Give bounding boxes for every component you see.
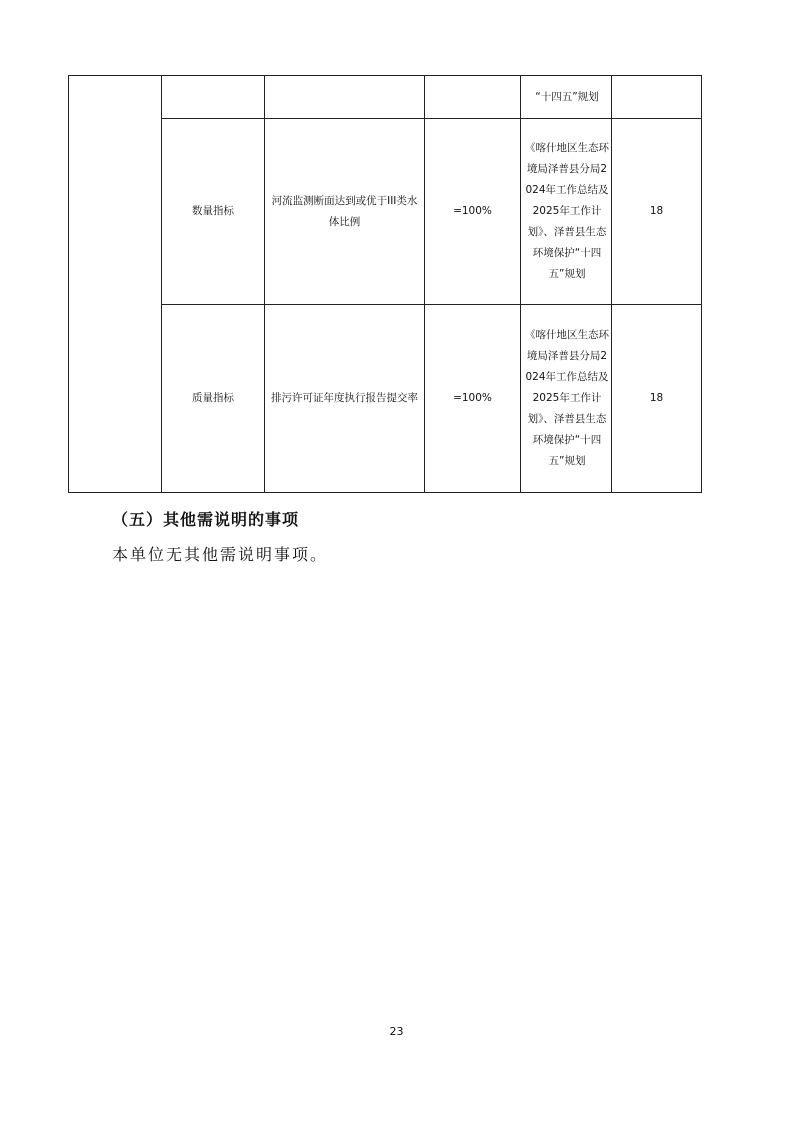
section-heading: （五）其他需说明的事项	[112, 510, 300, 529]
indicator-type-cell	[162, 76, 265, 119]
indicator-name-cell: 排污许可证年度执行报告提交率	[265, 305, 425, 493]
source-cell	[521, 305, 612, 493]
performance-indicator-table	[68, 75, 702, 493]
indicator-name-cell: 河流监测断面达到或优于III类水体比例	[265, 119, 425, 305]
source-cell	[521, 76, 612, 119]
indicator-type-cell: 质量指标	[162, 305, 265, 493]
target-value-cell: =100%	[425, 119, 521, 305]
section-body-text: 本单位无其他需说明事项。	[112, 545, 329, 564]
merged-category-cell	[69, 76, 162, 493]
source-text: 《喀什地区生态环境局泽普县分局2024年工作总结及2025年工作计划》、泽普县生态环境保护“十四五”规划	[525, 142, 609, 280]
indicator-type-cell: 数量指标	[162, 119, 265, 305]
target-value-cell: =100%	[425, 305, 521, 493]
page-number: 23	[389, 1025, 404, 1038]
score-cell: 18	[612, 305, 702, 493]
table-row	[69, 305, 702, 493]
table-row	[69, 76, 702, 119]
table-row	[69, 119, 702, 305]
source-text: “十四五”规划	[535, 90, 599, 103]
indicator-name-cell	[265, 76, 425, 119]
target-value-cell	[425, 76, 521, 119]
source-cell	[521, 119, 612, 305]
source-text: 《喀什地区生态环境局泽普县分局2024年工作总结及2025年工作计划》、泽普县生态环境保护“十四五”规划	[525, 329, 609, 467]
score-cell	[612, 76, 702, 119]
score-cell: 18	[612, 119, 702, 305]
